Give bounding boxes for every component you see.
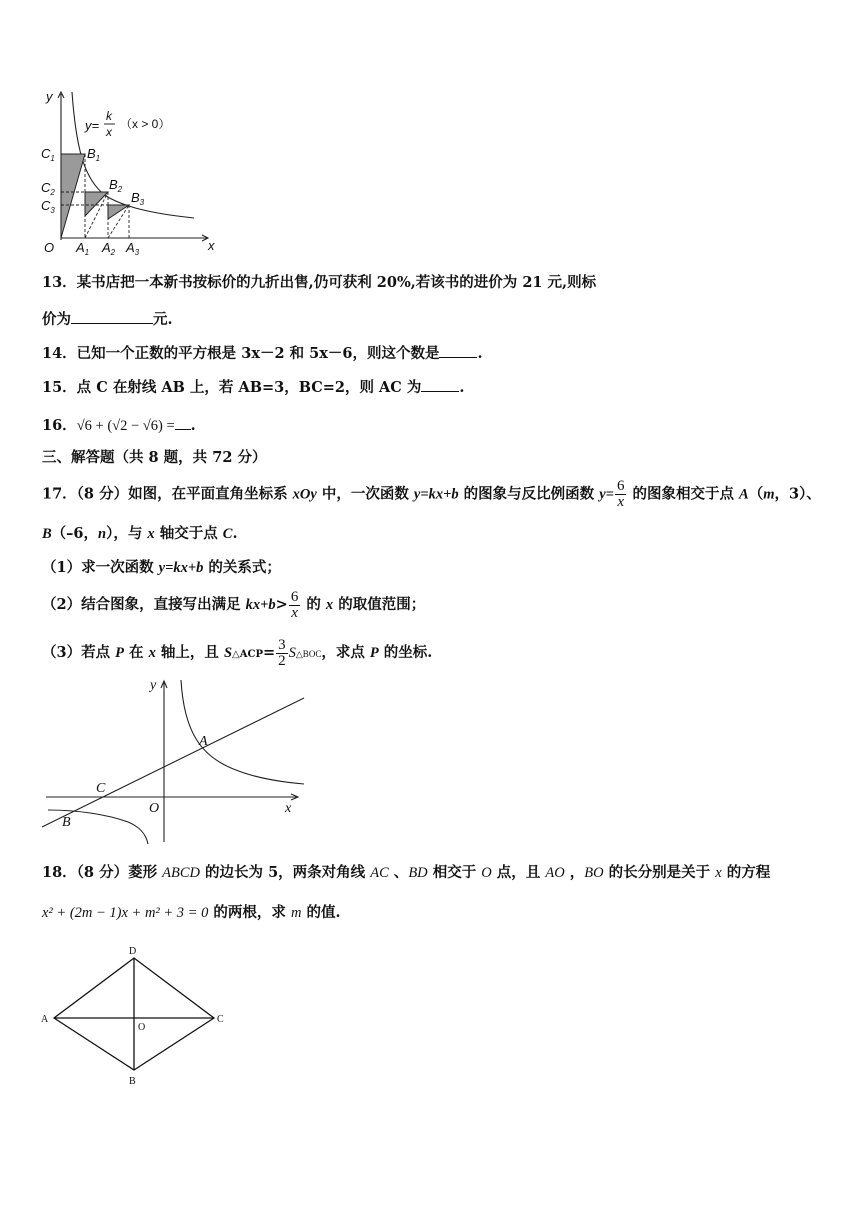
fig3-point-A: A [41, 1014, 49, 1025]
q17-sub1: （1）求一次函数 y=kx+b 的关系式； [42, 559, 281, 576]
q15-answer-blank[interactable] [421, 376, 459, 392]
q17-sub3: （3）若点 P 在 x 轴上，且 S△ACP= $\frac{3}{2}$ S△BOC，求点 P 的坐标. [42, 636, 433, 669]
q16-answer-blank[interactable] [175, 414, 191, 430]
fig3-point-B: B [129, 1076, 136, 1087]
q13-line1: 13．某书店把一本新书按标价的九折出售,仍可获利 20%,若该书的进价为 21 元,则标 [42, 274, 597, 291]
fig1-func-y: y= [85, 118, 100, 133]
fig1-y-label: y [46, 89, 53, 104]
fig3-point-O: O [138, 1022, 146, 1033]
q18-line1: 18．（8 分）菱形 ABCD 的边长为 5，两条对角线 AC 、BD 相交于 O 点，且 AO ，BO 的长分别是关于 x 的方程 [42, 864, 771, 881]
label-B1: $B_1$ [87, 146, 101, 163]
q14-answer-blank[interactable] [439, 342, 477, 358]
fig1-func-cond: （x > 0） [120, 117, 171, 131]
q18-line2: x² + (2m − 1)x + m² + 3 = 0 的两根，求 m 的值. [42, 904, 341, 921]
label-B2: $B_2$ [109, 177, 123, 194]
fig2-point-B: B [62, 815, 71, 830]
fig3-point-C: C [217, 1014, 224, 1025]
q17-sub2: （2）结合图象，直接写出满足 kx+b> $\frac{6}{x}$ 的 x 的取值范围； [42, 588, 426, 621]
label-A3: $A_3$ [126, 240, 140, 257]
label-C1: $C_1$ [41, 146, 55, 163]
q16-expression: √6 + (√2 − √6) = [76, 418, 175, 434]
label-A1: $A_1$ [76, 240, 90, 257]
label-C3: $C_3$ [41, 198, 55, 215]
label-B3: $B_3$ [131, 190, 145, 207]
fig2-point-C: C [96, 781, 106, 796]
shaded-triangle-2 [85, 192, 108, 216]
linear-function-line [42, 698, 304, 827]
q15: 15．点 C 在射线 AB 上，若 AB=3，BC=2，则 AC 为 . [42, 376, 464, 398]
q17-stem-line2: B（–6，n），与 x 轴交于点 C. [42, 525, 238, 542]
q13-answer-blank[interactable] [71, 308, 153, 324]
q17-stem-line1: 17．（8 分）如图，在平面直角坐标系 xOy 中，一次函数 y=kx+b 的图象与反比例函数 y= $\frac{6}{x}$ 的图象相交于点 A（m，3）、 [42, 478, 821, 510]
fig2-point-A: A [199, 734, 208, 749]
q14: 14．已知一个正数的平方根是 3x－2 和 5x－6，则这个数是 . [42, 342, 483, 364]
figure-rhombus [36, 942, 236, 1087]
fig1-origin: O [44, 240, 55, 255]
shaded-triangle-1 [61, 154, 85, 238]
fig2-origin: O [149, 801, 160, 816]
fig2-x-label: x [285, 801, 292, 816]
section3-title: 三、解答题（共 8 题，共 72 分） [42, 449, 267, 466]
q18-equation: x² + (2m − 1)x + m² + 3 = 0 [42, 905, 209, 921]
fig2-y-label: y [150, 678, 157, 693]
shaded-triangle-3 [108, 205, 129, 219]
label-A2: $A_2$ [102, 240, 116, 257]
fig3-point-D: D [129, 946, 137, 957]
label-C2: $C_2$ [41, 180, 55, 197]
fig1-func-den: x [106, 125, 112, 139]
q16: 16．√6 + (√2 − √6) = . [42, 414, 196, 436]
figure-line-hyperbola [36, 672, 316, 847]
q13-line2: 价为 元. [42, 308, 173, 330]
figure-hyperbola-triangles [36, 88, 226, 258]
fig1-func-num: k [106, 109, 112, 123]
fig1-x-label: x [208, 238, 215, 253]
hyperbola-branch-1 [181, 680, 304, 784]
